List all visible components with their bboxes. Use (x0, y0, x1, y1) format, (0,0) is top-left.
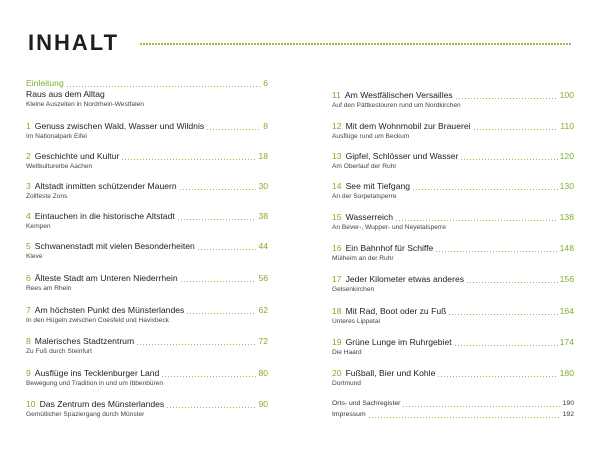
chapter-number: 15 (332, 212, 342, 222)
leader-dots (456, 98, 558, 99)
leader-dots (455, 345, 558, 346)
toc-entry[interactable] (332, 181, 574, 202)
page-number: 38 (258, 211, 268, 221)
chapter-title: Ausflüge ins Tecklenburger Land (34, 368, 160, 378)
chapter-title: Mit Rad, Boot oder zu Fuß (345, 306, 447, 316)
chapter-subtitle: Am Oberlauf der Ruhr (332, 163, 397, 170)
chapter-number: 2 (26, 151, 31, 161)
page-number: 30 (258, 181, 268, 191)
toc-entry[interactable] (26, 399, 268, 420)
page-number: 72 (258, 336, 268, 346)
chapter-number: 1 (26, 121, 31, 131)
leader-dots (436, 251, 557, 252)
toc-entry[interactable] (332, 368, 574, 389)
page-number: 156 (559, 274, 574, 284)
chapter-number: 20 (332, 368, 342, 378)
toc-entry[interactable] (26, 368, 268, 389)
chapter-number: 18 (332, 306, 342, 316)
leader-dots (474, 129, 559, 130)
leader-dots (461, 159, 557, 160)
page-title: INHALT (28, 30, 120, 55)
page-number: 180 (559, 368, 574, 378)
chapter-title: Mit dem Wohnmobil zur Brauerei (345, 121, 471, 131)
leader-dots (403, 406, 560, 407)
chapter-number: 16 (332, 243, 342, 253)
chapter-title: Eintauchen in die historische Altstadt (34, 211, 175, 221)
toc-entry[interactable] (26, 336, 268, 357)
page-number: 62 (258, 305, 268, 315)
leader-dots (449, 314, 557, 315)
extra-title: Orts- und Sachregister (332, 400, 401, 407)
chapter-title: Jeder Kilometer etwas anderes (345, 274, 465, 284)
toc-extra-register[interactable] (332, 399, 574, 409)
chapter-subtitle: Weltkulturerbe Aachen (26, 163, 93, 170)
leader-dots (438, 376, 557, 377)
page-number: 8 (263, 121, 268, 131)
chapter-subtitle: Die Haard (332, 349, 362, 356)
chapter-subtitle: An der Sorpetalsperre (332, 193, 397, 200)
chapter-title: Malerisches Stadtzentrum (34, 336, 135, 346)
chapter-subtitle: Kempen (26, 223, 51, 230)
chapter-subtitle: Bewegung und Tradition in und um Ibbenbüren (26, 380, 164, 387)
toc-entry[interactable] (332, 90, 574, 111)
chapter-number: 10 (26, 399, 36, 409)
chapter-number: 6 (26, 273, 31, 283)
chapter-subtitle: Kleve (26, 253, 43, 260)
chapter-subtitle: Auf den Pättkestouren rund um Nordkirchen (332, 102, 461, 109)
toc-entry[interactable] (332, 121, 574, 142)
chapter-title: Schwanenstadt mit vielen Besonderheiten (34, 241, 195, 251)
leader-dots (137, 344, 256, 345)
chapter-title: Altstadt inmitten schützender Mauern (34, 181, 177, 191)
title-rule (140, 43, 572, 45)
chapter-title: Gipfel, Schlösser und Wasser (345, 151, 459, 161)
chapter-title: Älteste Stadt am Unteren Niederrhein (34, 273, 178, 283)
toc-entry[interactable] (26, 305, 268, 326)
chapter-number: 8 (26, 336, 31, 346)
chapter-number: 11 (332, 90, 341, 100)
leader-dots (207, 129, 261, 130)
toc-entry[interactable] (332, 274, 574, 295)
chapter-subtitle: Rees am Rhein (26, 285, 72, 292)
leader-dots (67, 86, 261, 87)
chapter-number: 4 (26, 211, 31, 221)
chapter-number: 5 (26, 241, 31, 251)
leader-dots (178, 219, 257, 220)
page-number: 164 (559, 306, 574, 316)
toc-entry[interactable] (332, 337, 574, 358)
page-number: 100 (559, 90, 574, 100)
toc-header (28, 30, 572, 56)
chapter-subtitle: Mülheim an der Ruhr (332, 255, 394, 262)
toc-entry[interactable] (26, 211, 268, 232)
chapter-number: 12 (332, 121, 342, 131)
page-number: 138 (559, 212, 574, 222)
toc-intro[interactable] (26, 78, 268, 110)
page-number: 90 (258, 399, 268, 409)
toc-entry[interactable] (26, 151, 268, 172)
chapter-subtitle: Gemütlicher Spaziergang durch Münster (26, 411, 145, 418)
page-number: 192 (562, 411, 574, 418)
page-number: 80 (258, 368, 268, 378)
leader-dots (413, 189, 558, 190)
page-number: 190 (562, 400, 574, 407)
chapter-title: Fußball, Bier und Kohle (345, 368, 436, 378)
chapter-subtitle: An Bever-, Wupper- und Neyetalsperre (332, 224, 446, 231)
intro-label: Einleitung (26, 78, 64, 88)
toc-entry[interactable] (26, 181, 268, 202)
intro-subtitle: Kleine Auszeiten in Nordrhein-Westfalen (26, 101, 144, 108)
page-number: 120 (559, 151, 574, 161)
chapter-number: 7 (26, 305, 31, 315)
chapter-subtitle: In den Hügeln zwischen Coesfeld und Havixbeck (26, 317, 169, 324)
chapter-subtitle: Unteres Lippetal (332, 318, 381, 325)
chapter-subtitle: Dortmund (332, 380, 361, 387)
page-number: 56 (258, 273, 268, 283)
toc-entry[interactable] (332, 243, 574, 264)
leader-dots (122, 159, 256, 160)
chapter-title: Das Zentrum des Münsterlandes (39, 399, 165, 409)
chapter-title: Genuss zwischen Wald, Wasser und Wildnis (34, 121, 205, 131)
leader-dots (167, 407, 256, 408)
chapter-subtitle: Im Nationalpark Eifel (26, 133, 87, 140)
leader-dots (369, 417, 561, 418)
leader-dots (187, 313, 256, 314)
toc-entry[interactable] (26, 121, 268, 142)
chapter-subtitle: Zollfeste Zons (26, 193, 68, 200)
leader-dots (467, 282, 558, 283)
page-number: 148 (559, 243, 574, 253)
chapter-number: 14 (332, 181, 342, 191)
chapter-title: See mit Tiefgang (345, 181, 411, 191)
chapter-number: 19 (332, 337, 342, 347)
leader-dots (181, 281, 257, 282)
chapter-subtitle: Zu Fuß durch Steinfurt (26, 348, 92, 355)
page-number: 18 (258, 151, 268, 161)
toc-entry[interactable] (26, 273, 268, 294)
chapter-title: Wasserreich (345, 212, 393, 222)
toc-entry[interactable] (332, 151, 574, 172)
chapter-number: 9 (26, 368, 31, 378)
chapter-number: 3 (26, 181, 31, 191)
chapter-title: Ein Bahnhof für Schiffe (345, 243, 434, 253)
chapter-title: Am höchsten Punkt des Münsterlandes (34, 305, 185, 315)
toc-extra-impressum[interactable] (332, 410, 574, 420)
chapter-title: Geschichte und Kultur (34, 151, 120, 161)
toc-entry[interactable] (332, 212, 574, 233)
page-number: 174 (559, 337, 574, 347)
page-number: 44 (258, 241, 268, 251)
leader-dots (162, 376, 256, 377)
chapter-title: Am Westfälischen Versailles (344, 90, 453, 100)
toc-entry[interactable] (26, 241, 268, 262)
leader-dots (180, 189, 257, 190)
chapter-number: 13 (332, 151, 342, 161)
page-number: 6 (263, 78, 268, 88)
toc-entry[interactable] (332, 306, 574, 327)
chapter-title: Grüne Lunge im Ruhrgebiet (345, 337, 452, 347)
page-number: 130 (559, 181, 574, 191)
chapter-subtitle: Ausflüge rund um Beckum (332, 133, 410, 140)
page-number: 110 (560, 121, 574, 131)
leader-dots (198, 249, 257, 250)
intro-title: Raus aus dem Alltag (26, 89, 105, 99)
extra-title: Impressum (332, 411, 366, 418)
leader-dots (396, 220, 558, 221)
chapter-subtitle: Gelsenkirchen (332, 286, 375, 293)
chapter-number: 17 (332, 274, 342, 284)
